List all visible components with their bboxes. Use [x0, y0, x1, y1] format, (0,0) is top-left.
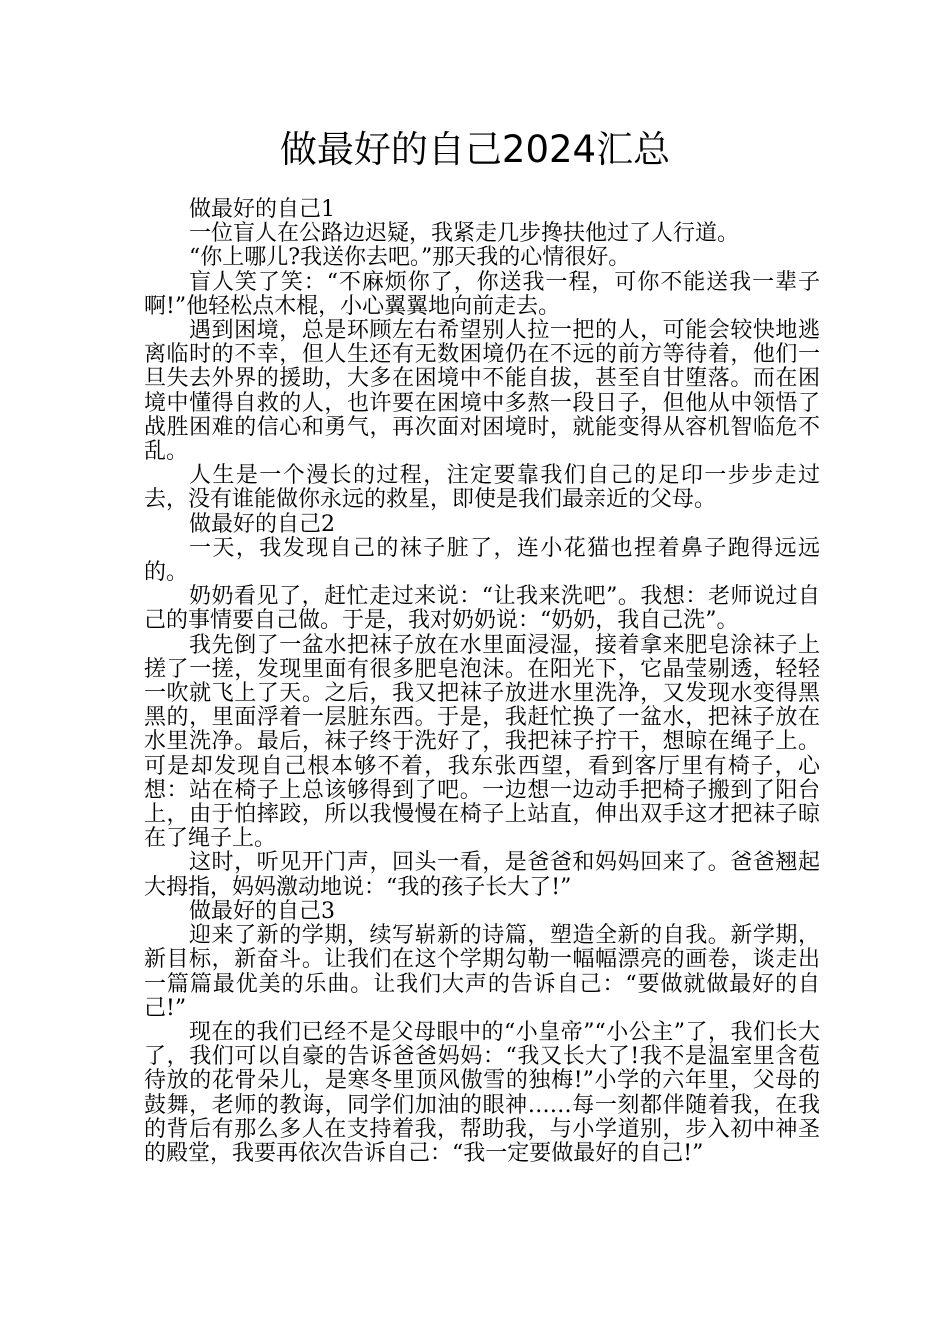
- paragraph: 我先倒了一盆水把袜子放在水里面浸湿，接着拿来肥皂涂袜子上搓了一搓，发现里面有很多肥皂泡沫。在阳光下，它晶莹剔透，轻轻一吹就飞上了天。之后，我又把袜子放进水里洗净，又发现水变得黑黑的，里面浮着一层脏东西。于是，我赶忙换了一盆水，把袜子放在水里洗净。最后，袜子终于洗好了，我把袜子拧干，想晾在绳子上。可是却发现自己根本够不着，我东张西望，看到客厅里有椅子，心想：站在椅子上总该够得到了吧。一边想一边动手把椅子搬到了阳台上，由于怕摔跤，所以我慢慢在椅子上站直，伸出双手这才把袜子晾在了绳子上。: [144, 632, 820, 852]
- paragraph: 这时，听见开门声，回头一看，是爸爸和妈妈回来了。爸爸翘起大拇指，妈妈激动地说：“我的孩子长大了!”: [144, 850, 820, 900]
- paragraph: 遇到困境，总是环顾左右希望别人拉一把的人，可能会较快地逃离临时的不幸，但人生还有无数困境仍在不远的前方等待着，他们一旦失去外界的援助，大多在困境中不能自拔，甚至自甘堕落。而在困境中懂得自救的人，也许要在困境中多熬一段日子，但他从中领悟了战胜困难的信心和勇气，再次面对困境时，就能变得从容机智临危不乱。: [144, 318, 820, 465]
- document-title: 做最好的自己2024汇总: [279, 128, 671, 171]
- section-heading: 做最好的自己3: [189, 898, 335, 924]
- paragraph: 一位盲人在公路边迟疑，我紧走几步搀扶他过了人行道。: [189, 221, 740, 247]
- paragraph: 奶奶看见了，赶忙走过来说：“让我来洗吧”。我想：老师说过自己的事情要自己做。于是，我对奶奶说：“奶奶，我自己洗”。: [144, 584, 820, 634]
- paragraph: 迎来了新的学期，续写崭新的诗篇，塑造全新的自我。新学期，新目标，新奋斗。让我们在这个学期勾勒一幅幅漂亮的画卷，谈走出一篇篇最优美的乐曲。让我们大声的告诉自己：“要做就做最好的自己!”: [144, 923, 820, 1021]
- section-heading: 做最好的自己1: [189, 197, 335, 222]
- paragraph: 现在的我们已经不是父母眼中的“小皇帝”“小公主”了，我们长大了，我们可以自豪的告诉爸爸妈妈：“我又长大了!我不是温室里含苞待放的花骨朵儿，是寒冬里顶风傲雪的独梅!”小学的六年里，父母的鼓舞，老师的教诲，同学们加油的眼神……每一刻都伴随着我，在我的背后有那么多人在支持着我，帮助我，与小学道别，步入初中神圣的殿堂，我要再依次告诉自己：“我一定要做最好的自己!”: [144, 1019, 820, 1166]
- section-heading: 做最好的自己2: [189, 511, 335, 537]
- paragraph: 盲人笑了笑：“不麻烦你了，你送我一程，可你不能送我一辈子啊!”他轻松点木棍，小心翼翼地向前走去。: [144, 269, 820, 319]
- paragraph: 人生是一个漫长的过程，注定要靠我们自己的足印一步步走过去，没有谁能做你永远的救星，即使是我们最亲近的父母。: [144, 463, 820, 513]
- paragraph: 一天，我发现自己的袜子脏了，连小花猫也捏着鼻子跑得远远的。: [144, 535, 820, 586]
- document-body: [144, 198, 820, 1166]
- paragraph: “你上哪儿?我送你去吧。”那天我的心情很好。: [189, 245, 631, 271]
